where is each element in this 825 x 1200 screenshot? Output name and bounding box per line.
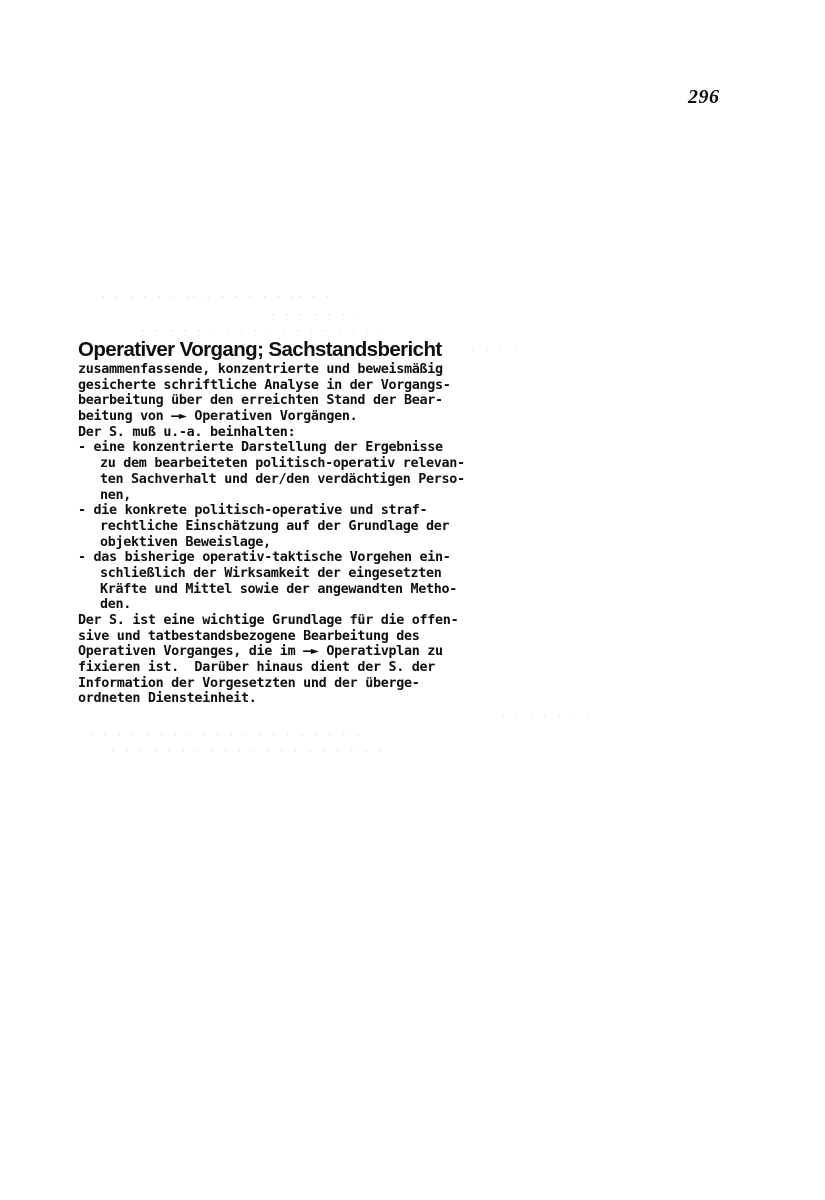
entry-body — [78, 362, 578, 707]
entry-body-line: - das bisherige operativ-taktische Vorgehen ein- — [78, 550, 451, 566]
entry-body-line: rechtliche Einschätzung auf der Grundlage der — [100, 518, 450, 534]
entry-body-line: ten Sachverhalt und der/den verdächtigen Perso- — [100, 471, 465, 487]
bleed-through-noise: · · · · · · · · · · · · · · · · · · · · — [88, 730, 362, 741]
entry-body-line: sive und tatbestandsbezogene Bearbeitung des — [78, 628, 420, 644]
dictionary-entry — [78, 338, 578, 707]
entry-body-line: fixieren ist. Darüber hinaus dient der S. der — [78, 660, 436, 676]
entry-body-line: den. — [100, 597, 132, 613]
entry-body-line: Der S. muß u.-a. beinhalten: — [78, 424, 296, 440]
entry-title: Operativer Vorgang; Sachstandsbericht — [78, 338, 442, 361]
entry-body-line: nen, — [100, 487, 132, 503]
entry-body-line: beitung von —► Operativen Vorgängen. — [78, 409, 358, 425]
entry-body-line: bearbeitung über den erreichten Stand der Bear- — [78, 393, 443, 409]
entry-body-line: gesicherte schriftliche Analyse in der Vorgangs- — [78, 377, 451, 393]
entry-body-line: Kräfte und Mittel sowie der angewandten Metho- — [100, 581, 458, 597]
entry-body-line: zusammenfassende, konzentrierte und beweismäßig — [78, 362, 443, 377]
entry-body-line: Information der Vorgesetzten und der überge- — [78, 675, 420, 691]
bleed-through-noise: · · · · · · ·· · · · · · · ·· · · — [100, 292, 332, 303]
entry-body-line: schließlich der Wirksamkeit der eingesetzten — [100, 565, 442, 581]
bleed-through-noise: · · · · — [470, 345, 520, 356]
entry-body-line: Der S. ist eine wichtige Grundlage für die offen- — [78, 613, 459, 628]
entry-body-line: - die konkrete politisch-operative und straf- — [78, 503, 428, 519]
entry-body-line: - eine konzentrierte Darstellung der Ergebnisse — [78, 440, 443, 456]
bleed-through-noise: · · · · · · · — [270, 310, 362, 321]
bleed-through-noise: · · · · · · · · · · · · · · · · · · — [140, 326, 386, 337]
entry-body-line: Operativen Vorganges, die im —► Operativplan zu — [78, 644, 443, 660]
bleed-through-noise: · · · · · · · — [500, 712, 592, 723]
entry-body-line: ordneten Diensteinheit. — [78, 691, 257, 707]
entry-body-line: zu dem bearbeiteten politisch-operativ relevan- — [100, 456, 465, 472]
bleed-through-noise: · · · · · · · · · · · · · · · · · · · · — [110, 746, 384, 757]
entry-body-line: objektiven Beweislage, — [100, 534, 271, 550]
page-number: 296 — [688, 86, 720, 108]
